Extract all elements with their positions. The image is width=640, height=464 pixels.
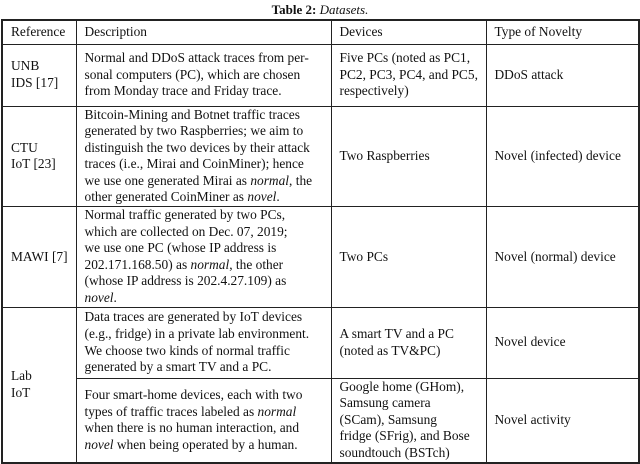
- description-text: other generated CoinMiner as: [84, 189, 248, 205]
- novelty-cell: Novel activity: [486, 378, 639, 462]
- description-line: [85, 273, 331, 290]
- description-line: [85, 309, 331, 326]
- reference-cell: [2, 44, 76, 106]
- description-text: 202.171.168.50) as: [84, 256, 191, 272]
- devices-cell: [331, 106, 486, 207]
- devices-line: respectively): [339, 83, 409, 99]
- description-line: [85, 140, 331, 157]
- description-text: generated by two Raspberries; we aim to: [84, 123, 304, 139]
- devices-line: Samsung camera: [339, 395, 431, 411]
- emphasis-text: normal: [250, 172, 290, 188]
- description-text: distinguish the two devices by their attack: [84, 139, 310, 155]
- novelty-cell: Novel (infected) device: [486, 106, 639, 207]
- description-text: types of traffic traces labeled as: [84, 403, 258, 419]
- emphasis-text: normal: [190, 256, 230, 272]
- description-cell: [76, 378, 331, 462]
- devices-line: A smart TV and a PC: [339, 326, 454, 342]
- description-line: [85, 123, 331, 140]
- reference-line: UNB: [11, 58, 40, 74]
- reference-cell: [2, 207, 76, 308]
- table-caption: [0, 2, 640, 17]
- description-text: .: [276, 189, 280, 205]
- devices-line: fridge (SFrig), and Bose: [339, 428, 470, 444]
- description-line: [85, 359, 331, 376]
- devices-cell: [331, 207, 486, 308]
- table-row: [2, 307, 639, 378]
- emphasis-text: normal: [257, 403, 297, 419]
- description-line: [85, 387, 331, 404]
- devices-line: Two PCs: [339, 248, 389, 264]
- description-text: sonal computers (PC), which are chosen: [84, 66, 301, 82]
- description-line: [85, 50, 331, 67]
- table-row: [2, 378, 639, 462]
- reference-cell: [2, 106, 76, 207]
- description-line: [85, 67, 331, 84]
- devices-cell: [331, 307, 486, 378]
- devices-line: Five PCs (noted as PC1,: [339, 50, 471, 66]
- description-line: [85, 326, 331, 343]
- table-row: [2, 106, 639, 207]
- description-cell: [76, 307, 331, 378]
- emphasis-text: novel: [247, 189, 277, 205]
- header-reference: Reference: [2, 20, 76, 44]
- devices-line: soundtouch (BSTch): [339, 445, 450, 460]
- description-line: [85, 83, 331, 100]
- description-text: when being operated by a human.: [113, 436, 298, 452]
- novelty-cell: Novel (normal) device: [486, 207, 639, 308]
- header-devices: Devices: [331, 20, 486, 44]
- header-description: Description: [76, 20, 331, 44]
- description-line: [85, 290, 331, 307]
- devices-cell: [331, 44, 486, 106]
- reference-line: IoT [23]: [11, 156, 56, 172]
- description-text: when there is no human interaction, and: [84, 420, 300, 436]
- table-row: [2, 44, 639, 106]
- description-text: Normal traffic generated by two PCs,: [84, 207, 286, 223]
- description-line: [85, 207, 331, 224]
- novelty-cell: DDoS attack: [486, 44, 639, 106]
- emphasis-text: novel: [84, 436, 114, 452]
- header-novelty: Type of Novelty: [486, 20, 639, 44]
- description-text: which are collected on Dec. 07, 2019;: [84, 223, 288, 239]
- caption-title: Datasets.: [319, 2, 369, 17]
- table-row: [2, 207, 639, 308]
- description-line: [85, 189, 331, 206]
- caption-label: Table 2:: [271, 2, 317, 17]
- description-text: , the other: [229, 256, 284, 272]
- description-text: Normal and DDoS attack traces from per-: [84, 50, 309, 66]
- reference-line: MAWI [7]: [11, 248, 68, 264]
- devices-cell: [331, 378, 486, 462]
- reference-line: IoT: [11, 384, 31, 400]
- devices-line: PC2, PC3, PC4, and PC5,: [339, 66, 478, 82]
- description-text: generated by a smart TV and a PC.: [84, 359, 272, 375]
- description-text: Data traces are generated by IoT devices: [84, 309, 303, 325]
- emphasis-text: novel: [84, 290, 114, 306]
- description-cell: [76, 207, 331, 308]
- description-line: [85, 156, 331, 173]
- description-line: [85, 420, 331, 437]
- description-line: [85, 343, 331, 360]
- description-text: we use one PC (whose IP address is: [84, 240, 277, 256]
- description-text: , the: [289, 172, 313, 188]
- description-text: .: [113, 290, 117, 306]
- description-text: We choose two kinds of normal traffic: [84, 342, 290, 358]
- description-text: (e.g., fridge) in a private lab environment.: [84, 326, 310, 342]
- description-text: traces (i.e., Mirai and CoinMiner); hence: [84, 156, 304, 172]
- novelty-cell: Novel device: [486, 307, 639, 378]
- description-text: we use one generated Mirai as: [84, 172, 251, 188]
- description-line: [85, 404, 331, 421]
- devices-line: (noted as TV&PC): [339, 342, 441, 358]
- description-line: [85, 240, 331, 257]
- reference-line: Lab: [11, 368, 32, 384]
- header-row: [2, 20, 639, 44]
- devices-line: Two Raspberries: [339, 147, 430, 163]
- description-text: (whose IP address is 202.4.27.109) as: [84, 273, 287, 289]
- description-text: Four smart-home devices, each with two: [84, 386, 303, 402]
- reference-line: CTU: [11, 139, 38, 155]
- description-text: from Monday trace and Friday trace.: [84, 83, 282, 99]
- reference-cell: [2, 307, 76, 462]
- table-body: [2, 44, 639, 463]
- description-line: [85, 224, 331, 241]
- description-line: [85, 437, 331, 454]
- description-cell: [76, 106, 331, 207]
- reference-line: IDS [17]: [11, 75, 59, 90]
- description-text: Bitcoin-Mining and Botnet traffic traces: [84, 106, 300, 122]
- devices-line: Google home (GHom),: [339, 378, 465, 394]
- datasets-table: [1, 19, 640, 464]
- description-line: [85, 257, 331, 274]
- devices-line: (SCam), Samsung: [339, 411, 437, 427]
- description-cell: [76, 44, 331, 106]
- description-line: [85, 107, 331, 124]
- description-line: [85, 173, 331, 190]
